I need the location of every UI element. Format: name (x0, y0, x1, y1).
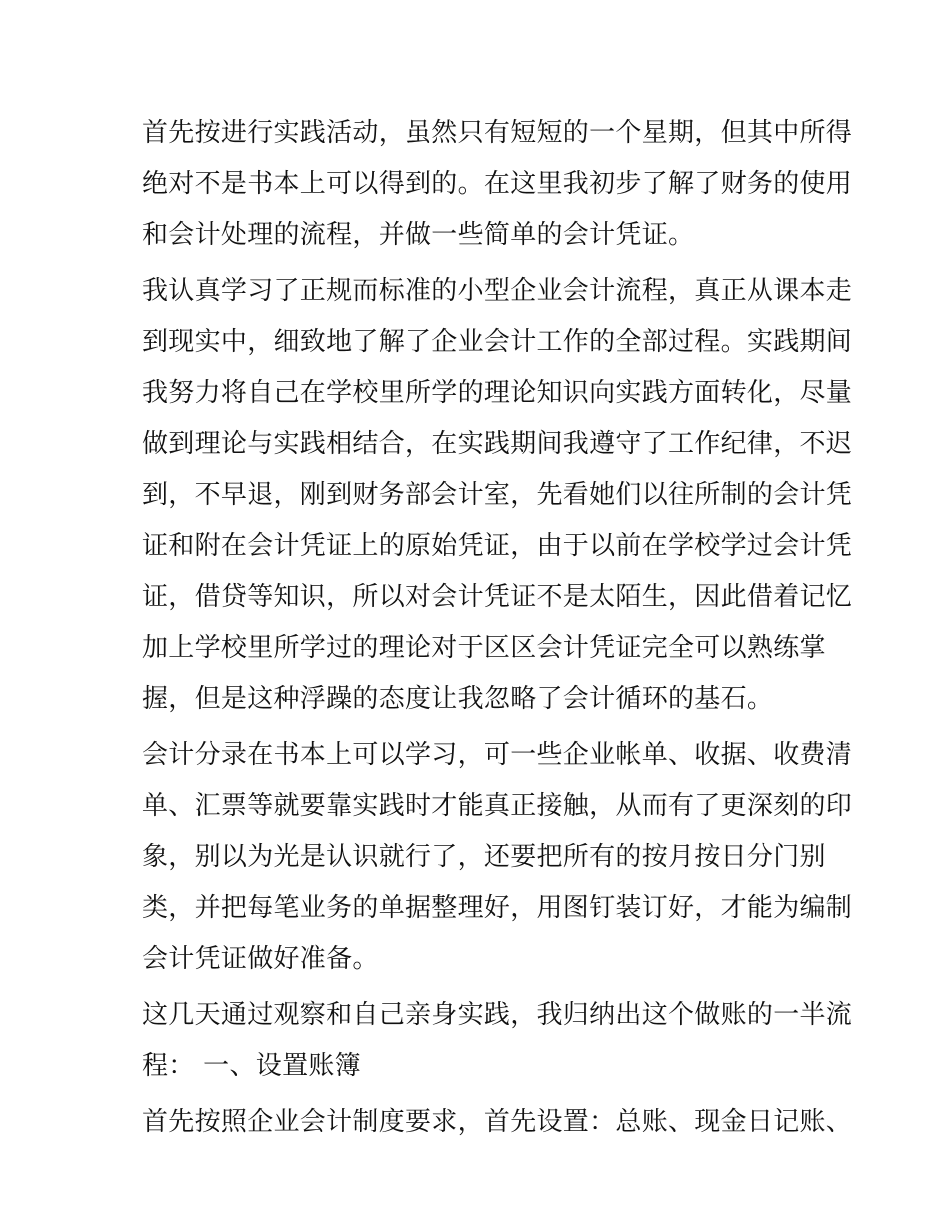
text-line: 证，借贷等知识，所以对会计凭证不是太陌生，因此借着记忆 (142, 582, 853, 612)
text-line: 我认真学习了正规而标准的小型企业会计流程，真正从课本走 (142, 276, 853, 306)
text-line: 到现实中，细致地了解了企业会计工作的全部过程。实践期间 (142, 327, 853, 357)
text-line: 首先按进行实践活动，虽然只有短短的一个星期，但其中所得 (142, 118, 853, 148)
text-line: 这几天通过观察和自己亲身实践，我归纳出这个做账的一半流 (142, 1000, 853, 1030)
text-line: 做到理论与实践相结合，在实践期间我遵守了工作纪律，不迟 (142, 429, 853, 459)
text-line: 单、汇票等就要靠实践时才能真正接触，从而有了更深刻的印 (142, 791, 853, 821)
text-line: 和会计处理的流程，并做一些简单的会计凭证。 (142, 220, 695, 250)
text-line: 类，并把每笔业务的单据整理好，用图钉装订好，才能为编制 (142, 893, 853, 923)
text-line: 绝对不是书本上可以得到的。在这里我初步了解了财务的使用 (142, 169, 853, 199)
text-line: 证和附在会计凭证上的原始凭证，由于以前在学校学过会计凭 (142, 531, 853, 561)
text-line: 会计分录在书本上可以学习，可一些企业帐单、收据、收费清 (142, 740, 853, 770)
text-line: 会计凭证做好准备。 (142, 944, 379, 974)
text-line: 加上学校里所学过的理论对于区区会计凭证完全可以熟练掌 (142, 633, 826, 663)
text-line: 到，不早退，刚到财务部会计室，先看她们以往所制的会计凭 (142, 480, 853, 510)
body-text (142, 108, 853, 1148)
text-line: 首先按照企业会计制度要求，首先设置：总账、现金日记账、 (142, 1107, 853, 1137)
text-line: 我努力将自己在学校里所学的理论知识向实践方面转化，尽量 (142, 378, 853, 408)
text-line: 握，但是这种浮躁的态度让我忽略了会计循环的基石。 (142, 684, 774, 714)
text-line: 程： 一、设置账簿 (142, 1051, 361, 1081)
text-line: 象，别以为光是认识就行了，还要把所有的按月按日分门别 (142, 842, 826, 872)
